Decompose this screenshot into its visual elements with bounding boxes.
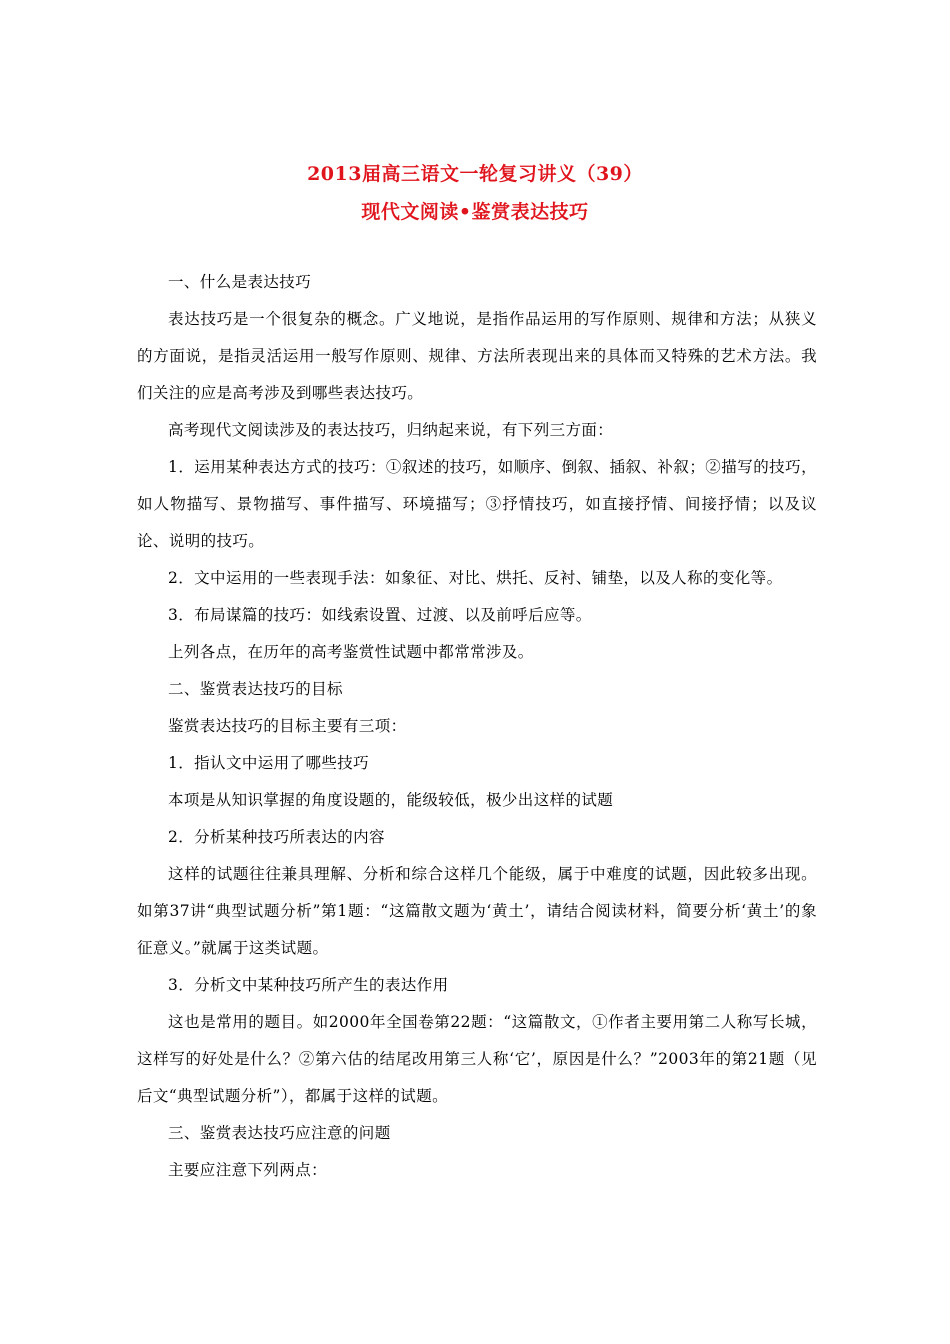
section-heading-1: 一、什么是表达技巧 — [168, 273, 312, 291]
document-subtitle: 现代文阅读•鉴赏表达技巧 — [361, 201, 589, 223]
document-title: 2013届高三语文一轮复习讲义（39） — [307, 163, 643, 185]
paragraph-goals-intro: 鉴赏表达技巧的目标主要有三项： — [168, 717, 407, 735]
paragraph-definition: 表达技巧是一个很复杂的概念。广义地说，是指作品运用的写作原则、规律和方法；从狭义的方面说，是指灵活运用一般写作原则、规律、方法所表现出来的具体而又特殊的艺术方法。我们关注的应是高考涉及到哪些表达技巧。 — [137, 310, 817, 402]
list-item-1: 1．运用某种表达方式的技巧：①叙述的技巧，如顺序、倒叙、插叙、补叙；②描写的技巧，如人物描写、景物描写、事件描写、环境描写；③抒情技巧，如直接抒情、间接抒情；以及议论、说明的技巧。 — [137, 458, 817, 550]
paragraph-overview: 高考现代文阅读涉及的表达技巧，归纳起来说，有下列三方面： — [168, 421, 614, 439]
goal-item-3: 3．分析文中某种技巧所产生的表达作用 — [168, 976, 449, 994]
paragraph-notes-intro: 主要应注意下列两点： — [168, 1161, 328, 1179]
goal-item-1-desc: 本项是从知识掌握的角度设题的，能级较低，极少出这样的试题 — [168, 791, 614, 809]
list-item-2: 2．文中运用的一些表现手法：如象征、对比、烘托、反衬、铺垫，以及人称的变化等。 — [168, 569, 783, 587]
paragraph-summary: 上列各点，在历年的高考鉴赏性试题中都常常涉及。 — [168, 643, 534, 661]
document-body — [137, 264, 817, 1189]
goal-item-1: 1．指认文中运用了哪些技巧 — [168, 754, 370, 772]
section-heading-2: 二、鉴赏表达技巧的目标 — [168, 680, 343, 698]
goal-item-2: 2．分析某种技巧所表达的内容 — [168, 828, 385, 846]
list-item-3: 3．布局谋篇的技巧：如线索设置、过渡、以及前呼后应等。 — [168, 606, 592, 624]
section-heading-3: 三、鉴赏表达技巧应注意的问题 — [168, 1124, 391, 1142]
goal-item-2-desc: 这样的试题往往兼具理解、分析和综合这样几个能级，属于中难度的试题，因此较多出现。如第37讲“典型试题分析”第1题：“这篇散文题为‘黄土’，请结合阅读材料，简要分析‘黄土’的象征意义。”就属于这类试题。 — [137, 865, 817, 957]
goal-item-3-desc: 这也是常用的题目。如2000年全国卷第22题：“这篇散文，①作者主要用第二人称写长城，这样写的好处是什么？②第六估的结尾改用第三人称‘它’，原因是什么？”2003年的第21题（见后文“典型试题分析”），都属于这样的试题。 — [137, 1013, 817, 1105]
